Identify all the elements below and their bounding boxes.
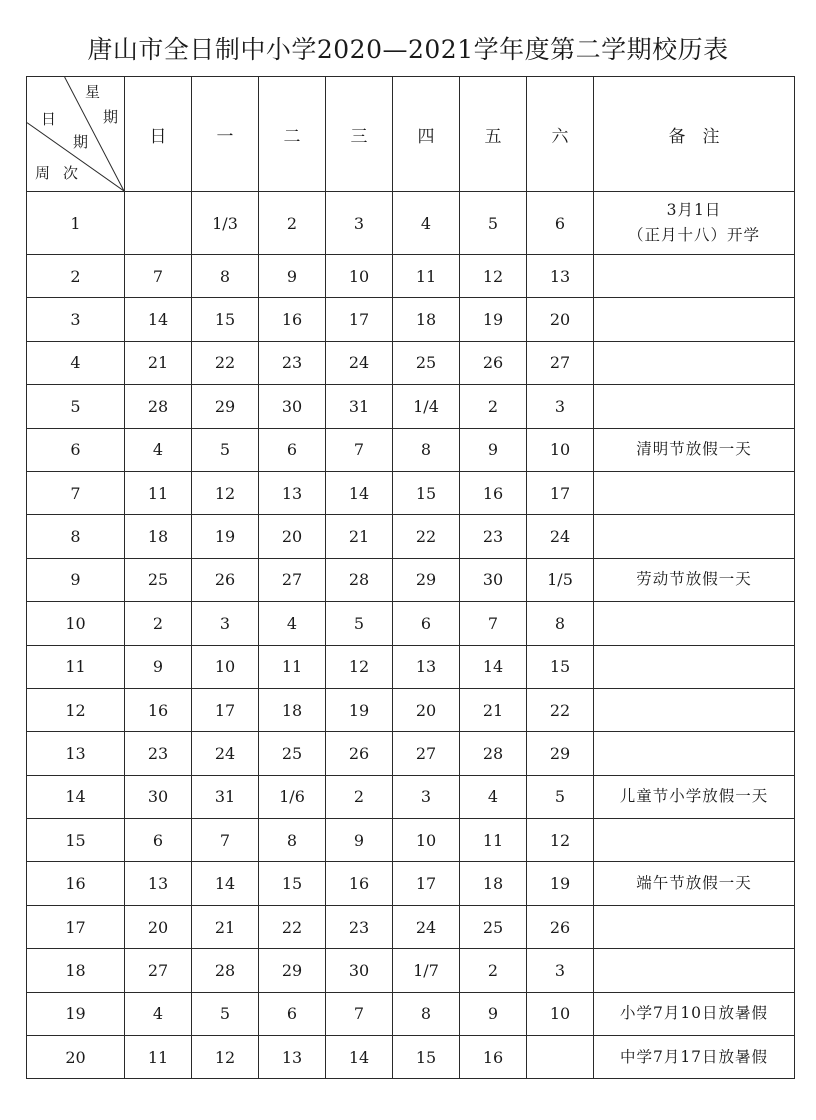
day-cell: 13: [125, 862, 192, 905]
day-cell: [527, 1036, 594, 1079]
day-cell: 10: [393, 819, 460, 862]
day-cell: 4: [125, 992, 192, 1035]
week-row: [27, 645, 795, 688]
day-cell: 11: [259, 645, 326, 688]
corner-label-qi-bottom: 期: [73, 133, 89, 151]
note-cell: [594, 298, 795, 341]
day-cell: 23: [326, 905, 393, 948]
day-cell: 4: [460, 775, 527, 818]
day-cell: 9: [125, 645, 192, 688]
day-cell: 2: [460, 385, 527, 428]
week-number: 8: [27, 515, 125, 558]
week-number: 16: [27, 862, 125, 905]
day-cell: 21: [460, 688, 527, 731]
day-cell: 6: [393, 602, 460, 645]
day-cell: 20: [393, 688, 460, 731]
day-cell: 22: [192, 341, 259, 384]
day-cell: 6: [259, 428, 326, 471]
day-cell: [125, 192, 192, 255]
day-cell: 3: [326, 192, 393, 255]
week-row: [27, 298, 795, 341]
day-cell: 25: [259, 732, 326, 775]
day-cell: 9: [460, 428, 527, 471]
week-number: 20: [27, 1036, 125, 1079]
day-cell: 22: [527, 688, 594, 731]
day-cell: 27: [259, 558, 326, 601]
week-row: [27, 341, 795, 384]
day-cell: 8: [393, 428, 460, 471]
week-row: [27, 428, 795, 471]
week-row: [27, 775, 795, 818]
day-cell: 10: [527, 428, 594, 471]
day-cell: 1/5: [527, 558, 594, 601]
note-cell: [594, 732, 795, 775]
week-number: 11: [27, 645, 125, 688]
day-cell: 18: [460, 862, 527, 905]
day-cell: 24: [393, 905, 460, 948]
note-line: （正月十八）开学: [627, 226, 760, 244]
note-line: 清明节放假一天: [636, 440, 752, 459]
header-sat: 六: [527, 77, 594, 192]
day-cell: 12: [192, 471, 259, 514]
week-number: 15: [27, 819, 125, 862]
day-cell: 21: [326, 515, 393, 558]
corner-label-zhou: 周: [35, 164, 51, 182]
note-cell: [594, 558, 795, 601]
week-row: [27, 905, 795, 948]
note-cell: [594, 862, 795, 905]
day-cell: 11: [125, 471, 192, 514]
day-cell: 14: [460, 645, 527, 688]
header-notes: 备 注: [594, 77, 795, 192]
day-cell: 14: [326, 1036, 393, 1079]
day-cell: 2: [326, 775, 393, 818]
day-cell: 19: [460, 298, 527, 341]
day-cell: 13: [259, 1036, 326, 1079]
day-cell: 30: [259, 385, 326, 428]
day-cell: 2: [259, 192, 326, 255]
note-cell: [594, 1036, 795, 1079]
note-cell: [594, 515, 795, 558]
day-cell: 23: [259, 341, 326, 384]
day-cell: 7: [326, 992, 393, 1035]
day-cell: 18: [259, 688, 326, 731]
day-cell: 8: [259, 819, 326, 862]
day-cell: 20: [259, 515, 326, 558]
page-title: 唐山市全日制中小学2020—2021学年度第二学期校历表: [87, 35, 729, 64]
corner-label-qi-top: 期: [103, 108, 119, 126]
day-cell: 13: [259, 471, 326, 514]
note-cell: [594, 905, 795, 948]
day-cell: 22: [393, 515, 460, 558]
day-cell: 16: [326, 862, 393, 905]
day-cell: 16: [460, 1036, 527, 1079]
day-cell: 6: [259, 992, 326, 1035]
day-cell: 3: [527, 949, 594, 992]
note-cell: [594, 819, 795, 862]
note-line: 端午节放假一天: [636, 874, 752, 893]
day-cell: 25: [460, 905, 527, 948]
week-number: 2: [27, 255, 125, 298]
week-number: 12: [27, 688, 125, 731]
week-row: [27, 192, 795, 255]
day-cell: 12: [527, 819, 594, 862]
day-cell: 25: [393, 341, 460, 384]
day-cell: 18: [393, 298, 460, 341]
day-cell: 8: [527, 602, 594, 645]
day-cell: 12: [326, 645, 393, 688]
day-cell: 10: [192, 645, 259, 688]
note-cell: [594, 428, 795, 471]
day-cell: 19: [527, 862, 594, 905]
header-sun: 日: [125, 77, 192, 192]
day-cell: 17: [192, 688, 259, 731]
day-cell: 18: [125, 515, 192, 558]
day-cell: 28: [460, 732, 527, 775]
day-cell: 11: [393, 255, 460, 298]
day-cell: 2: [460, 949, 527, 992]
day-cell: 11: [460, 819, 527, 862]
day-cell: 21: [125, 341, 192, 384]
day-cell: 29: [259, 949, 326, 992]
day-cell: 1/6: [259, 775, 326, 818]
day-cell: 26: [460, 341, 527, 384]
day-cell: 16: [259, 298, 326, 341]
day-cell: 1/4: [393, 385, 460, 428]
note-line: 3月1日: [666, 201, 722, 219]
corner-cell: [27, 77, 125, 192]
week-row: [27, 255, 795, 298]
day-cell: 22: [259, 905, 326, 948]
header-wed: 三: [326, 77, 393, 192]
day-cell: 30: [460, 558, 527, 601]
day-cell: 15: [259, 862, 326, 905]
day-cell: 8: [192, 255, 259, 298]
week-row: [27, 732, 795, 775]
note-cell: [594, 949, 795, 992]
day-cell: 21: [192, 905, 259, 948]
corner-label-ri: 日: [41, 110, 57, 128]
note-line: 中学7月17日放暑假: [619, 1047, 769, 1066]
note-cell: [594, 688, 795, 731]
day-cell: 5: [326, 602, 393, 645]
day-cell: 31: [326, 385, 393, 428]
week-row: [27, 819, 795, 862]
day-cell: 28: [326, 558, 393, 601]
calendar-table: [26, 76, 795, 1079]
note-line: 小学7月10日放暑假: [619, 1004, 769, 1023]
day-cell: 10: [326, 255, 393, 298]
day-cell: 15: [192, 298, 259, 341]
day-cell: 27: [527, 341, 594, 384]
day-cell: 27: [393, 732, 460, 775]
week-row: [27, 515, 795, 558]
day-cell: 2: [125, 602, 192, 645]
corner-label-xing: 星: [85, 83, 101, 101]
note-cell: [594, 602, 795, 645]
note-cell: [594, 255, 795, 298]
day-cell: 28: [125, 385, 192, 428]
note-cell: [594, 471, 795, 514]
header-mon: 一: [192, 77, 259, 192]
day-cell: 7: [460, 602, 527, 645]
day-cell: 5: [460, 192, 527, 255]
day-cell: 27: [125, 949, 192, 992]
day-cell: 14: [192, 862, 259, 905]
day-cell: 6: [125, 819, 192, 862]
note-cell: [594, 192, 795, 255]
day-cell: 23: [460, 515, 527, 558]
day-cell: 7: [192, 819, 259, 862]
day-cell: 3: [192, 602, 259, 645]
header-tue: 二: [259, 77, 326, 192]
note-cell: [594, 385, 795, 428]
week-number: 7: [27, 471, 125, 514]
week-row: [27, 949, 795, 992]
day-cell: 26: [527, 905, 594, 948]
note-line: 儿童节小学放假一天: [619, 787, 769, 806]
day-cell: 24: [326, 341, 393, 384]
week-number: 18: [27, 949, 125, 992]
day-cell: 17: [326, 298, 393, 341]
header-fri: 五: [460, 77, 527, 192]
day-cell: 11: [125, 1036, 192, 1079]
day-cell: 19: [326, 688, 393, 731]
day-cell: 20: [125, 905, 192, 948]
day-cell: 23: [125, 732, 192, 775]
day-cell: 14: [326, 471, 393, 514]
day-cell: 7: [125, 255, 192, 298]
day-cell: 30: [125, 775, 192, 818]
week-number: 5: [27, 385, 125, 428]
day-cell: 26: [326, 732, 393, 775]
day-cell: 9: [326, 819, 393, 862]
week-number: 17: [27, 905, 125, 948]
day-cell: 10: [527, 992, 594, 1035]
week-row: [27, 471, 795, 514]
day-cell: 24: [192, 732, 259, 775]
header-thu: 四: [393, 77, 460, 192]
day-cell: 12: [460, 255, 527, 298]
day-cell: 3: [393, 775, 460, 818]
day-cell: 20: [527, 298, 594, 341]
day-cell: 4: [125, 428, 192, 471]
week-row: [27, 602, 795, 645]
week-number: 4: [27, 341, 125, 384]
day-cell: 6: [527, 192, 594, 255]
week-row: [27, 992, 795, 1035]
day-cell: 14: [125, 298, 192, 341]
day-cell: 16: [125, 688, 192, 731]
week-row: [27, 862, 795, 905]
week-number: 19: [27, 992, 125, 1035]
day-cell: 31: [192, 775, 259, 818]
day-cell: 3: [527, 385, 594, 428]
day-cell: 26: [192, 558, 259, 601]
week-row: [27, 1036, 795, 1079]
day-cell: 1/3: [192, 192, 259, 255]
day-cell: 17: [393, 862, 460, 905]
day-cell: 29: [527, 732, 594, 775]
day-cell: 16: [460, 471, 527, 514]
day-cell: 5: [192, 428, 259, 471]
day-cell: 29: [192, 385, 259, 428]
day-cell: 30: [326, 949, 393, 992]
note-cell: [594, 341, 795, 384]
day-cell: 5: [527, 775, 594, 818]
note-cell: [594, 992, 795, 1035]
week-row: [27, 558, 795, 601]
day-cell: 19: [192, 515, 259, 558]
note-line: 劳动节放假一天: [636, 570, 752, 589]
day-cell: 12: [192, 1036, 259, 1079]
day-cell: 15: [393, 1036, 460, 1079]
week-number: 1: [27, 192, 125, 255]
day-cell: 4: [259, 602, 326, 645]
day-cell: 4: [393, 192, 460, 255]
day-cell: 15: [527, 645, 594, 688]
day-cell: 24: [527, 515, 594, 558]
day-cell: 1/7: [393, 949, 460, 992]
note-cell: [594, 775, 795, 818]
day-cell: 13: [527, 255, 594, 298]
week-row: [27, 385, 795, 428]
day-cell: 25: [125, 558, 192, 601]
day-cell: 8: [393, 992, 460, 1035]
day-cell: 15: [393, 471, 460, 514]
day-cell: 17: [527, 471, 594, 514]
header-row: [27, 77, 795, 192]
day-cell: 9: [460, 992, 527, 1035]
day-cell: 28: [192, 949, 259, 992]
week-row: [27, 688, 795, 731]
day-cell: 7: [326, 428, 393, 471]
week-number: 6: [27, 428, 125, 471]
week-number: 3: [27, 298, 125, 341]
day-cell: 13: [393, 645, 460, 688]
day-cell: 29: [393, 558, 460, 601]
note-cell: [594, 645, 795, 688]
week-number: 10: [27, 602, 125, 645]
day-cell: 5: [192, 992, 259, 1035]
week-number: 13: [27, 732, 125, 775]
day-cell: 9: [259, 255, 326, 298]
week-number: 9: [27, 558, 125, 601]
week-number: 14: [27, 775, 125, 818]
corner-label-ci: 次: [63, 164, 79, 182]
